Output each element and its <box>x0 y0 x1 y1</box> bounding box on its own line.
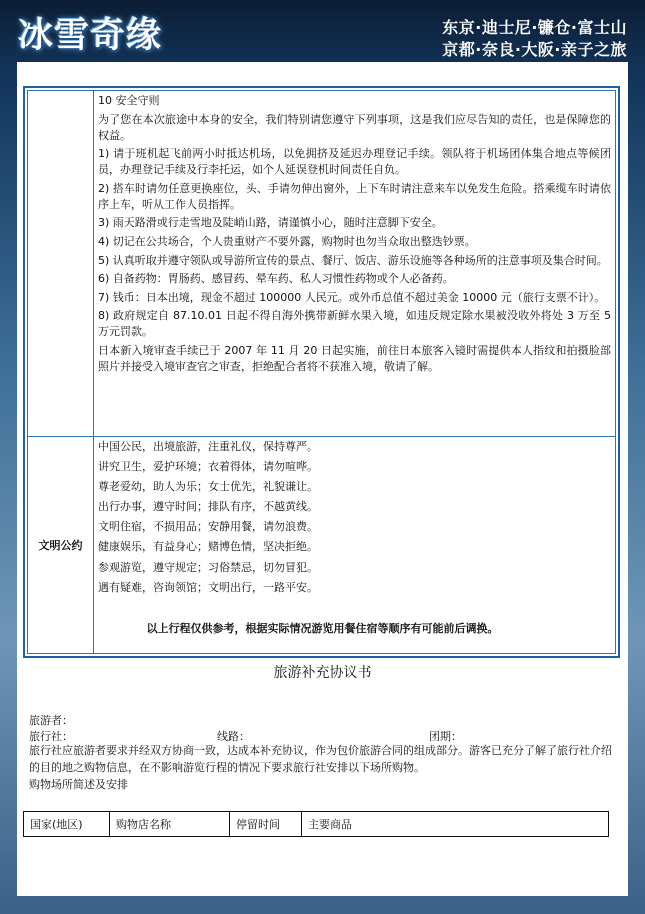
civility-line: 文明住宿，不损用品；安静用餐，请勿浪费。 <box>98 520 318 534</box>
agreement-body <box>29 742 619 793</box>
info-table <box>23 86 620 658</box>
civility-line: 参观游览，遵守规定；习俗禁忌，切勿冒犯。 <box>98 560 318 574</box>
agreement-title: 旅游补充协议书 <box>273 665 372 681</box>
safety-line: 2) 搭车时请勿任意更换座位，头、手请勿伸出窗外，上下车时请注意来车以免发生危险。搭乘缆车时请依序上车，听从工作人员指挥。 <box>98 181 611 211</box>
itinerary-note: 以上行程仅供参考，根据实际情况游览用餐住宿等顺序有可能前后调换。 <box>146 622 499 635</box>
safety-row <box>27 90 616 437</box>
tourist-field-label: 旅游者： <box>29 714 73 727</box>
safety-line: 4) 切记在公共场合，个人贵重财产不要外露，购物时也勿当众取出整迭钞票。 <box>98 234 476 248</box>
route-field-label: 线路： <box>217 730 250 743</box>
column-shop-name: 购物店名称 <box>110 812 230 836</box>
civility-line: 出行办事，遵守时间；排队有序，不越黄线。 <box>98 500 318 514</box>
shopping-table-header <box>23 811 609 837</box>
shop-heading: 购物场所简述及安排 <box>29 778 128 791</box>
civility-content <box>98 439 611 600</box>
column-stay-time: 停留时间 <box>230 812 302 836</box>
civility-line: 健康娱乐，有益身心；赌博色情，坚决拒绝。 <box>98 540 318 554</box>
safety-line: 为了您在本次旅途中本身的安全，我们特别请您遵守下列事项，这是我们应尽告知的责任，也是保障您的权益。 <box>98 112 611 142</box>
agreement-paragraph: 旅行社应旅游者要求并经双方协商一致，达成本补充协议，作为包价旅游合同的组成部分。游客已充分了解了旅行社介绍的目的地之购物信息，在不影响游览行程的情况下要求旅行社安排以下场所购物。 <box>29 744 612 774</box>
safety-label <box>28 91 94 436</box>
column-country: 国家(地区) <box>24 812 110 836</box>
safety-line: 5) 认真听取并遵守领队或导游所宣传的景点、餐厅、饭店、游乐设施等各种场所的注意事项及集合时间。 <box>98 253 608 267</box>
agency-field-label: 旅行社： <box>29 730 73 743</box>
safety-line: 1) 请于班机起飞前两小时抵达机场，以免拥挤及延迟办理登记手续。领队将于机场团体集合地点等候团员，办理登记手续及行李托运，如个人延误登机时间责任自负。 <box>98 147 611 177</box>
document-page <box>17 62 628 896</box>
safety-line: 10 安全守则 <box>98 94 160 107</box>
route-line-2: 京都·奈良·大阪·亲子之旅 <box>442 40 627 59</box>
brand-logo: 冰雪奇缘 <box>18 16 163 56</box>
safety-line: 6) 自备药物：胃肠药、感冒药、晕车药、私人习惯性药物或个人必备药。 <box>98 272 454 286</box>
page-header <box>0 0 645 62</box>
safety-line: 7) 钱币：日本出境，现金不超过 100000 人民元。或外币总值不超过美金 10000 元（旅行支票不计）。 <box>98 290 606 304</box>
group-date-field-label: 团期： <box>429 730 462 743</box>
safety-line: 8) 政府规定自 87.10.01 日起不得自海外携带新鲜水果入境，如违反规定除水果被没收外将处 3 万至 5 万元罚款。 <box>98 309 611 339</box>
safety-content <box>98 93 611 378</box>
civility-line: 遇有疑难，咨询领馆；文明出行，一路平安。 <box>98 580 318 594</box>
safety-line: 3) 雨天路滑或行走雪地及陡峭山路，请谨慎小心，随时注意脚下安全。 <box>98 216 443 230</box>
civility-label: 文明公约 <box>28 437 94 653</box>
civility-line: 尊老爱幼，助人为乐；女士优先，礼貌谦让。 <box>98 480 318 494</box>
safety-line: 日本新入境审查手续已于 2007 年 11 月 20 日起实施，前往日本旅客入镜时需提供本人指纹和拍摄脸部照片并接受入境审查官之审查，拒绝配合者将不获准入境，敬请了解。 <box>98 343 611 373</box>
civility-line: 中国公民，出境旅游，注重礼仪，保持尊严。 <box>98 440 318 453</box>
civility-line: 讲究卫生，爱护环境；衣着得体，请勿喧哗。 <box>98 460 318 474</box>
column-main-goods: 主要商品 <box>308 818 352 831</box>
route-line-1: 东京·迪士尼·镰仓·富士山 <box>442 18 627 37</box>
